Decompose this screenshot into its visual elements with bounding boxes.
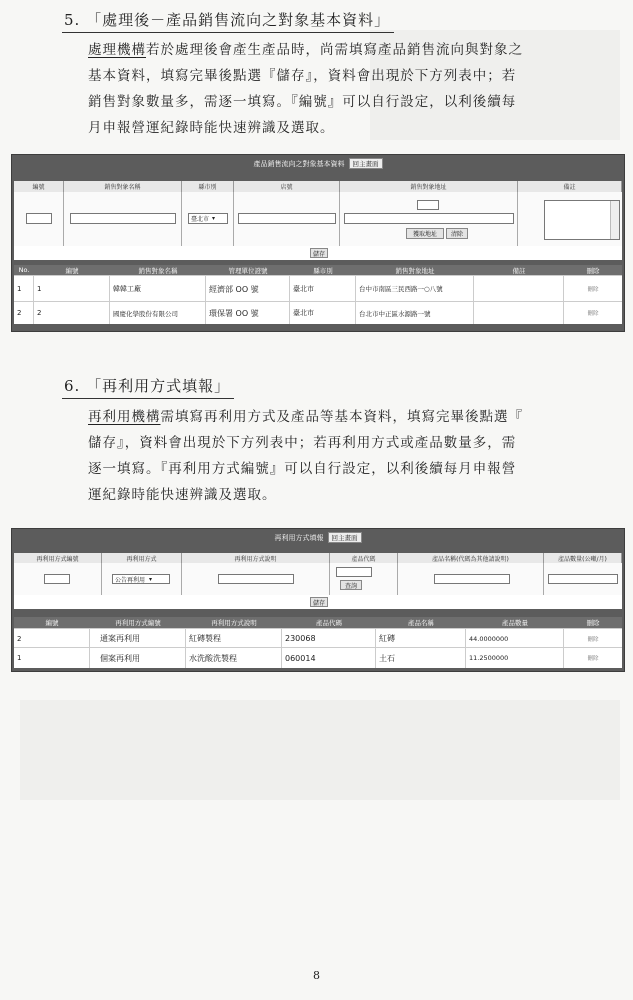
method-desc-input[interactable]: [218, 574, 294, 584]
cell-method: 個案再利用: [90, 648, 186, 668]
cell-address: 台中市南區三民西路一○八號: [356, 276, 474, 302]
code-input[interactable]: [26, 213, 52, 224]
col-method-code: 再利用方式編號: [115, 619, 161, 627]
scrollbar[interactable]: [610, 201, 619, 239]
panel2-title: 再利用方式填報: [274, 534, 324, 542]
cell-note: [474, 302, 564, 324]
back-to-main-button[interactable]: 回主畫面: [349, 158, 383, 169]
cell-method-desc: 紅磚製程: [186, 629, 282, 648]
section5-line2: 基本資料，填寫完畢後點選『儲存』，資料會出現於下方列表中；若: [88, 68, 517, 84]
form-cell: [544, 563, 622, 595]
cell-no: 2: [14, 302, 34, 324]
table-row: [14, 301, 622, 324]
bleed-through-area: [20, 700, 620, 800]
cell-product-code: 060014: [282, 648, 376, 668]
city-select[interactable]: [188, 213, 228, 224]
section6-paragraph: [88, 404, 620, 508]
col-no: No.: [18, 266, 30, 274]
chevron-down-icon: ▾: [212, 215, 216, 222]
col-method-desc: 再利用方式說明: [211, 619, 257, 627]
section5-line1: 若於處理後會產生產品時，尚需填寫產品銷售流向與對象之: [146, 42, 523, 58]
form-header-city: 縣市別: [182, 181, 234, 192]
table-row: [14, 275, 622, 302]
method-code-input[interactable]: [44, 574, 70, 584]
panel1-form-header: [14, 181, 622, 192]
panel2-title-bar: [12, 532, 624, 543]
section6-line4: 運紀錄時能快速辨識及選取。: [88, 487, 277, 503]
city-select-value: 臺北市: [191, 216, 210, 223]
section6-line1: 需填寫再利用方式及產品等基本資料，填寫完畢後點選『: [160, 409, 523, 425]
cell-method-desc: 水洗酸洗製程: [186, 648, 282, 668]
section6-actor: 再利用機構: [88, 409, 161, 425]
form-cell: [182, 192, 234, 246]
cell-reg: 經濟部 OO 號: [206, 276, 290, 302]
section5-paragraph: [88, 37, 620, 141]
sales-target-panel: [11, 154, 625, 332]
col-product-qty: 產品數量: [502, 619, 528, 627]
product-name-input[interactable]: [434, 574, 510, 584]
section5-line4: 月申報營運紀錄時能快速辨識及選取。: [88, 120, 335, 136]
section5-actor: 處理機構: [88, 42, 146, 58]
form-header-method: 再利用方式: [102, 553, 182, 563]
store-number-input[interactable]: [238, 213, 336, 224]
col-address: 銷售對象地址: [395, 266, 435, 275]
delete-link[interactable]: 刪除: [587, 287, 599, 293]
form-header-method-code: 再利用方式編號: [14, 553, 102, 563]
form-cell: [330, 563, 398, 595]
form-cell: [14, 192, 64, 246]
panel1-table-header: [14, 265, 622, 275]
form-header-note: 備註: [518, 181, 622, 192]
product-qty-input[interactable]: [548, 574, 618, 584]
panel2-table-header: [14, 617, 622, 628]
form-header-store: 店號: [234, 181, 340, 192]
form-header-product-qty: 產品數量(公噸/月): [544, 553, 622, 563]
cell-address: 台北市中正區水源路一號: [356, 302, 474, 324]
form-cell: [102, 563, 182, 595]
panel1-title: 產品銷售流向之對象基本資料: [253, 160, 345, 168]
cell-code: 2: [14, 629, 90, 648]
back-to-main-button[interactable]: 回主畫面: [328, 532, 362, 543]
form-cell: [182, 563, 330, 595]
form-header-method-desc: 再利用方式說明: [182, 553, 330, 563]
col-note: 備註: [512, 266, 526, 275]
address-input[interactable]: [344, 213, 514, 224]
cell-city: 臺北市: [290, 276, 356, 302]
section6-line3: 逐一填寫。『再利用方式編號』可以自行設定，以利後續每月申報營: [88, 461, 517, 477]
panel1-form-row: [14, 192, 622, 246]
section6-heading: 6. 「再利用方式填報」: [62, 375, 234, 399]
cell-code: 1: [34, 276, 110, 302]
get-address-button[interactable]: 獲取地址: [406, 228, 444, 239]
delete-link[interactable]: 刪除: [587, 311, 599, 317]
form-cell: [518, 192, 622, 246]
note-textarea[interactable]: [544, 200, 620, 240]
method-select-value: 公告再利用: [115, 576, 146, 584]
col-delete: 刪除: [586, 619, 600, 627]
cell-note: [474, 276, 564, 302]
cell-name: 國慶化學股份有限公司: [110, 302, 206, 324]
section5-line3: 銷售對象數量多，需逐一填寫。『編號』可以自行設定，以利後續每: [88, 94, 517, 110]
cell-product-name: 土石: [376, 648, 466, 668]
cell-product-name: 紅磚: [376, 629, 466, 648]
col-code: 編號: [65, 266, 79, 275]
save-button[interactable]: 儲存: [310, 248, 328, 258]
col-code: 編號: [45, 619, 59, 627]
form-cell: [234, 192, 340, 246]
cell-product-qty: 11.2500000: [466, 648, 564, 668]
form-header-product-code: 產品代碼: [330, 553, 398, 563]
section6-line2: 儲存』，資料會出現於下方列表中；若再利用方式或產品數量多，需: [88, 435, 517, 451]
section5-heading: 5. 「處理後－產品銷售流向之對象基本資料」: [62, 9, 394, 33]
zipcode-input[interactable]: [417, 200, 439, 210]
delete-link[interactable]: 刪除: [587, 656, 599, 662]
product-code-input[interactable]: [336, 567, 372, 577]
page-number: 8: [313, 969, 320, 982]
table-row: [14, 628, 622, 648]
cell-code: 2: [34, 302, 110, 324]
col-name: 銷售對象名稱: [138, 266, 178, 275]
cell-city: 臺北市: [290, 302, 356, 324]
method-select[interactable]: [112, 574, 170, 584]
form-header-address: 銷售對象地址: [340, 181, 518, 192]
form-header-code: 編號: [14, 181, 64, 192]
col-product-name: 產品名稱: [408, 619, 434, 627]
query-button[interactable]: 查詢: [340, 580, 362, 590]
cell-product-qty: 44.0000000: [466, 629, 564, 648]
reuse-method-panel: [11, 528, 625, 672]
form-cell: [14, 563, 102, 595]
form-cell: [64, 192, 182, 246]
form-cell: [398, 563, 544, 595]
col-reg: 管理單位證號: [228, 266, 268, 275]
form-header-product-name: 產品名稱(代碼為其他請說明): [398, 553, 544, 563]
panel1-save-row: [14, 246, 622, 260]
delete-link[interactable]: 刪除: [587, 636, 599, 643]
form-cell: [340, 192, 518, 246]
col-city: 縣市別: [313, 266, 333, 275]
table-row: [14, 647, 622, 668]
cell-reg: 環保署 OO 號: [206, 302, 290, 324]
panel2-save-row: [14, 595, 622, 609]
cell-no: 1: [14, 276, 34, 302]
save-button[interactable]: 儲存: [310, 597, 328, 607]
cell-name: 韓韓工廠: [110, 276, 206, 302]
panel2-form-header: [14, 553, 622, 563]
cell-product-code: 230068: [282, 629, 376, 648]
cell-code: 1: [14, 648, 90, 668]
col-product-code: 產品代碼: [316, 619, 342, 627]
cell-method: 通案再利用: [90, 629, 186, 648]
chevron-down-icon: ▾: [149, 575, 153, 583]
col-delete: 刪除: [586, 266, 600, 275]
panel1-title-bar: [12, 158, 624, 169]
panel2-form-row: [14, 563, 622, 595]
target-name-input[interactable]: [70, 213, 176, 224]
form-header-name: 銷售對象名稱: [64, 181, 182, 192]
clear-button[interactable]: 清除: [446, 228, 468, 239]
